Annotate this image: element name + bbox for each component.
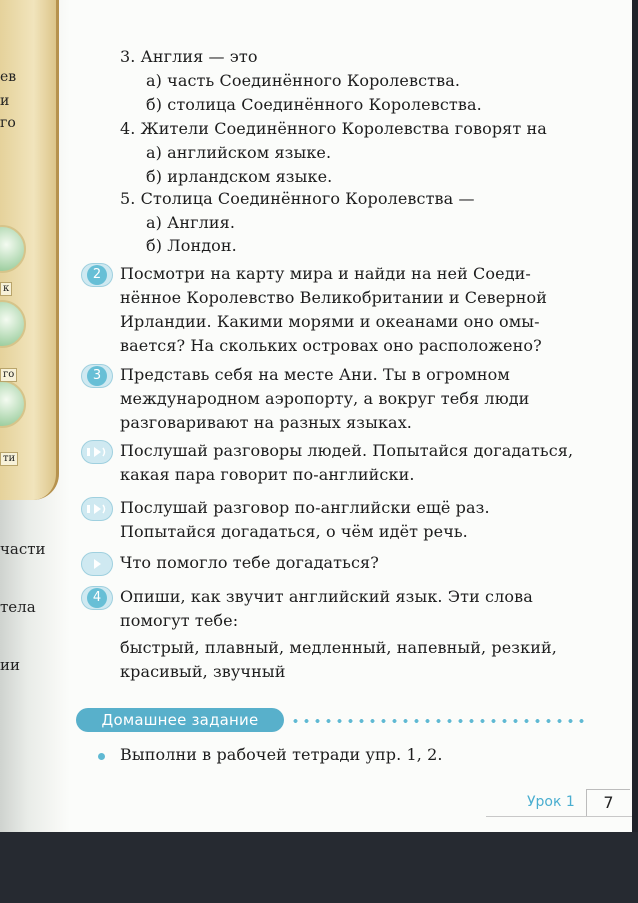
audio-icon[interactable] [81, 497, 113, 521]
dotted-divider [290, 719, 590, 723]
audio-play-icon [86, 502, 108, 516]
task-text-line: Что помогло тебе догадаться? [120, 553, 379, 572]
task-text-line: вается? На скольких островах оно расположено? [120, 336, 542, 355]
audio-icon[interactable] [81, 440, 113, 464]
quiz-question: 3. Англия — это [120, 47, 258, 66]
task-number-badge [81, 263, 113, 287]
homework-label: Домашнее задание [76, 708, 284, 732]
page-number: 7 [586, 789, 630, 817]
bullet-icon [98, 753, 105, 760]
arrow-icon [81, 552, 113, 576]
lesson-label: Урок 1 [527, 794, 575, 810]
quiz-question: 5. Столица Соединённого Королевства — [120, 189, 475, 208]
task-text-line: Ирландии. Какими морями и океанами оно омы- [120, 312, 540, 331]
quiz-answer: б) Лондон. [146, 236, 237, 255]
task-word-list: быстрый, плавный, медленный, напевный, резкий, [120, 638, 557, 657]
task-text-line: Попытайся догадаться, о чём идёт речь. [120, 522, 468, 541]
task-text-line: нённое Королевство Великобритании и Северной [120, 288, 547, 307]
illustration-bubble [0, 300, 26, 348]
task-text-line: какая пара говорит по-английски. [120, 465, 415, 484]
play-arrow-icon [90, 557, 104, 571]
quiz-answer: б) столица Соединённого Королевства. [146, 95, 482, 114]
task-text-line: Представь себя на месте Ани. Ты в огромном [120, 365, 510, 384]
left-page-side-word: части [0, 540, 46, 558]
task-number: 4 [87, 588, 107, 608]
left-page-word-fragment: и [0, 93, 10, 109]
quiz-answer: б) ирландском языке. [146, 167, 333, 186]
left-page-side-word: тела [0, 598, 36, 616]
scan-background [0, 832, 638, 903]
task-number: 2 [87, 265, 107, 285]
left-page-side-word: ии [0, 656, 20, 674]
audio-play-icon [86, 445, 108, 459]
left-page-word-fragment: ев [0, 69, 17, 85]
left-page-tag-fragment: ти [0, 452, 18, 466]
task-text-line: помогут тебе: [120, 611, 239, 630]
task-text-line: международном аэропорту, а вокруг тебя люди [120, 389, 530, 408]
task-word-list: красивый, звучный [120, 662, 286, 681]
illustration-bubble [0, 380, 26, 428]
left-page-tag-fragment: к [0, 282, 12, 296]
quiz-question: 4. Жители Соединённого Королевства говорят на [120, 119, 547, 138]
quiz-answer: а) часть Соединённого Королевства. [146, 71, 461, 90]
footer-rule [486, 816, 632, 817]
task-text-line: Послушай разговор по-английски ещё раз. [120, 498, 490, 517]
left-page-tag-fragment: го [0, 368, 17, 382]
task-text-line: Послушай разговоры людей. Попытайся догадаться, [120, 441, 574, 460]
task-number-badge [81, 364, 113, 388]
illustration-bubble [0, 225, 26, 273]
homework-item: Выполни в рабочей тетради упр. 1, 2. [120, 745, 443, 764]
task-text-line: Посмотри на карту мира и найди на ней Соеди- [120, 264, 531, 283]
left-page-word-fragment: го [0, 115, 16, 131]
task-number: 3 [87, 366, 107, 386]
quiz-answer: а) английском языке. [146, 143, 332, 162]
task-text-line: разговаривают на разных языках. [120, 413, 412, 432]
quiz-answer: а) Англия. [146, 213, 236, 232]
task-text-line: Опиши, как звучит английский язык. Эти слова [120, 587, 533, 606]
task-number-badge [81, 586, 113, 610]
